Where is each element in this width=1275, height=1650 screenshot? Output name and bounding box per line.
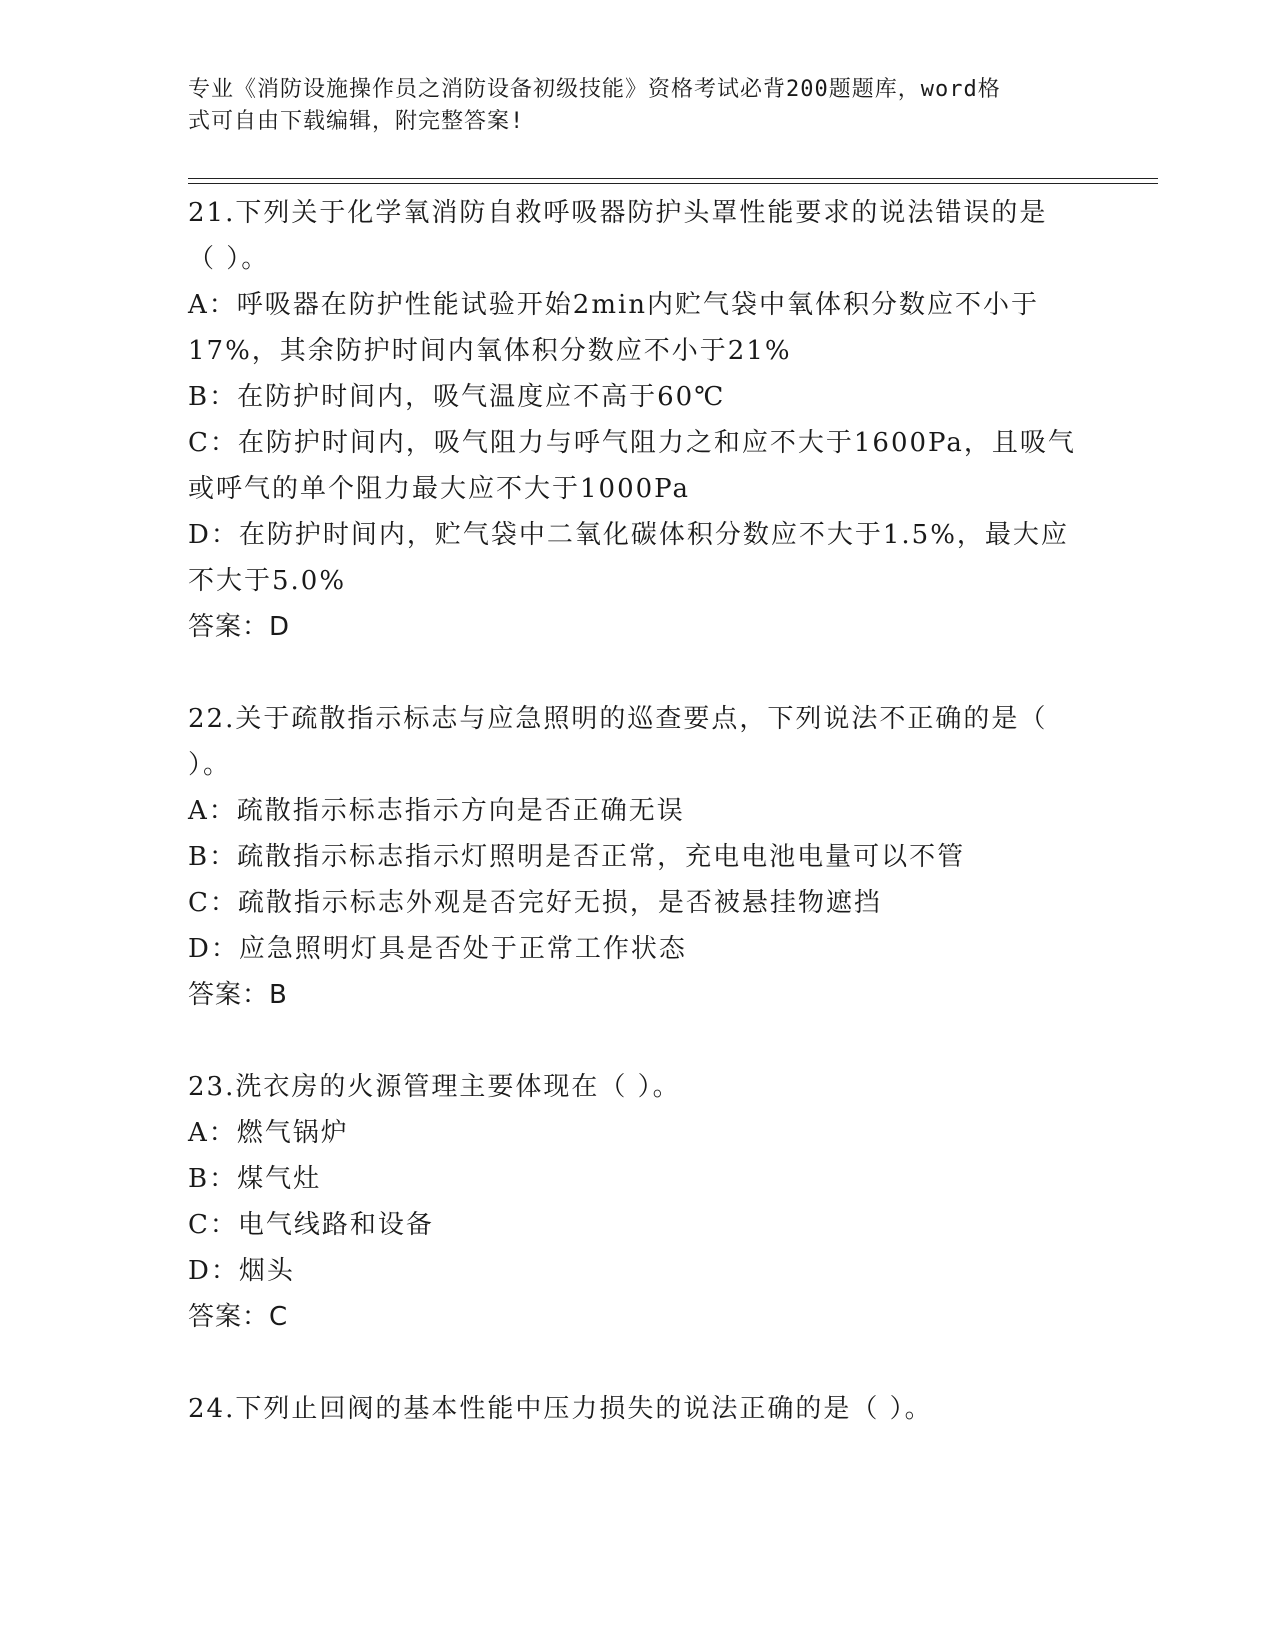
question-stem: 24.下列止回阀的基本性能中压力损失的说法正确的是（ ）。	[188, 1394, 933, 1424]
question-list	[188, 190, 1088, 1432]
option-d: D：烟头	[188, 1256, 295, 1286]
question-stem: ）。	[188, 750, 232, 780]
question-21	[188, 190, 1088, 650]
option-a: 17%，其余防护时间内氧体积分数应不小于21%	[188, 336, 792, 366]
answer: 答案：D	[188, 612, 291, 642]
option-a: A：燃气锅炉	[188, 1118, 349, 1148]
option-a: A：呼吸器在防护性能试验开始2min内贮气袋中氧体积分数应不小于	[188, 290, 1040, 320]
answer: 答案：C	[188, 1302, 289, 1332]
answer: 答案：B	[188, 980, 288, 1010]
question-stem: 23.洗衣房的火源管理主要体现在（ ）。	[188, 1072, 681, 1102]
option-c: C：电气线路和设备	[188, 1210, 434, 1240]
question-stem: 22.关于疏散指示标志与应急照明的巡查要点，下列说法不正确的是（	[188, 704, 1048, 734]
question-23	[188, 1064, 1088, 1340]
option-c: C：在防护时间内，吸气阻力与呼气阻力之和应不大于1600Pa，且吸气	[188, 428, 1076, 458]
option-a: A：疏散指示标志指示方向是否正确无误	[188, 796, 685, 826]
option-b: B：疏散指示标志指示灯照明是否正常，充电电池电量可以不管	[188, 842, 966, 872]
option-c: 或呼气的单个阻力最大应不大于1000Pa	[188, 474, 690, 504]
option-d: D：在防护时间内，贮气袋中二氧化碳体积分数应不大于1.5%，最大应	[188, 520, 1069, 550]
document-header	[188, 74, 1088, 138]
option-c: C：疏散指示标志外观是否完好无损，是否被悬挂物遮挡	[188, 888, 882, 918]
header-divider-top	[188, 178, 1158, 179]
question-stem: （ ）。	[188, 244, 270, 274]
question-stem: 21.下列关于化学氧消防自救呼吸器防护头罩性能要求的说法错误的是	[188, 198, 1048, 228]
question-24	[188, 1386, 1088, 1432]
header-line-2: 式可自由下载编辑，附完整答案!	[188, 109, 525, 134]
header-line-1: 专业《消防设施操作员之消防设备初级技能》资格考试必背200题题库，word格	[188, 77, 1001, 102]
header-divider-bottom	[188, 183, 1158, 184]
option-d: 不大于5.0%	[188, 566, 347, 596]
option-d: D：应急照明灯具是否处于正常工作状态	[188, 934, 687, 964]
question-22	[188, 696, 1088, 1018]
option-b: B：在防护时间内，吸气温度应不高于60℃	[188, 382, 726, 412]
option-b: B：煤气灶	[188, 1164, 322, 1194]
